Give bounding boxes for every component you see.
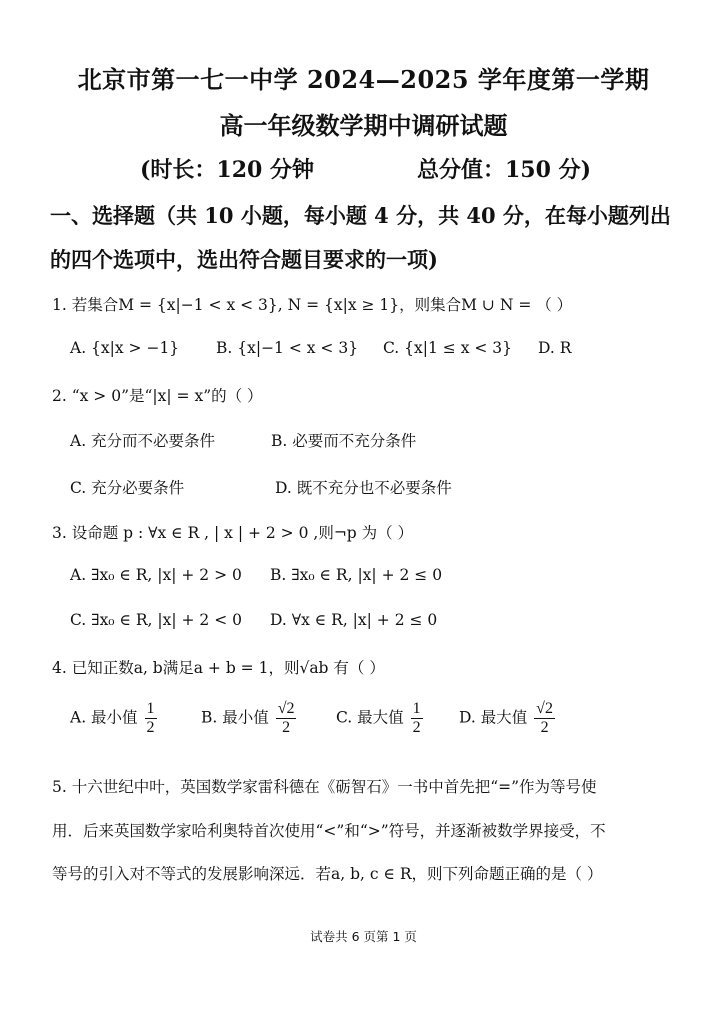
question-4-option-d [459, 700, 557, 737]
question-2-option-a: A. 充分而不必要条件 [70, 432, 216, 450]
question-3-option-d: D. ∀x ∈ R, |x| + 2 ≤ 0 [270, 611, 438, 629]
question-3-stem: 3. 设命题 p : ∀x ∈ R , | x | + 2 > 0 ,则¬p 为（ ） [52, 524, 414, 542]
fraction-one-half: $\frac{1}{2}$ [146, 700, 155, 736]
question-2-option-c: C. 充分必要条件 [70, 479, 185, 497]
section-heading-line2: 的四个选项中，选出符合题目要求的一项) [50, 247, 438, 272]
question-4-option-a-label: A. 最小值 [70, 708, 138, 727]
question-4-stem: 4. 已知正数a, b满足a + b = 1，则√ab 有（ ） [52, 659, 385, 677]
question-1-option-a: A. {x|x > −1} [70, 339, 180, 357]
exam-title-subject: 高一年级数学期中调研试题 [219, 111, 508, 140]
fraction-sqrt2-over-2: $\frac{√2}{2}$ [277, 700, 295, 736]
question-4-option-d-label: D. 最大值 [459, 708, 528, 727]
question-2-stem: 2. “x > 0”是“|x| = x”的（ ） [52, 387, 263, 405]
question-1-option-c: C. {x|1 ≤ x < 3} [383, 339, 512, 357]
question-4-option-b [201, 700, 298, 737]
question-4-option-a [70, 700, 159, 737]
fraction-sqrt2-over-2: $\frac{√2}{2}$ [536, 700, 553, 736]
question-5-line1: 5. 十六世纪中叶，英国数学家雷科德在《砺智石》一书中首先把“=”作为等号使 [52, 778, 597, 796]
question-3-option-a: A. ∃x₀ ∈ R, |x| + 2 > 0 [70, 566, 242, 584]
fraction-one-half: $\frac{1}{2}$ [412, 700, 421, 736]
page-footer: 试卷共 6 页第 1 页 [310, 929, 417, 944]
exam-total-score: 总分值：150 分) [417, 157, 591, 183]
question-4-option-c [336, 700, 425, 737]
question-3-option-c: C. ∃x₀ ∈ R, |x| + 2 < 0 [70, 611, 242, 629]
question-4-option-c-label: C. 最大值 [336, 708, 404, 727]
question-3-option-b: B. ∃x₀ ∈ R, |x| + 2 ≤ 0 [270, 566, 443, 584]
exam-title-school: 北京市第一七一中学 2024—2025 学年度第一学期 [77, 65, 650, 94]
question-1-stem: 1. 若集合M = {x|−1 < x < 3}, N = {x|x ≥ 1}，则集合M ∪ N = （ ） [52, 296, 573, 314]
question-2-option-b: B. 必要而不充分条件 [271, 432, 417, 450]
question-5-line3: 等号的引入对不等式的发展影响深远．若a, b, c ∈ R，则下列命题正确的是（ ） [52, 865, 603, 883]
exam-duration: (时长：120 分钟 [140, 157, 314, 183]
section-heading-line1: 一、选择题（共 10 小题，每小题 4 分，共 40 分，在每小题列出 [50, 203, 671, 228]
question-1-option-b: B. {x|−1 < x < 3} [216, 339, 359, 357]
question-1-option-d: D. R [538, 339, 572, 357]
question-4-option-b-label: B. 最小值 [201, 708, 269, 727]
question-2-option-d: D. 既不充分也不必要条件 [275, 479, 452, 497]
question-5-line2: 用．后来英国数学家哈利奥特首次使用“<”和“>”符号，并逐渐被数学界接受，不 [52, 822, 606, 840]
